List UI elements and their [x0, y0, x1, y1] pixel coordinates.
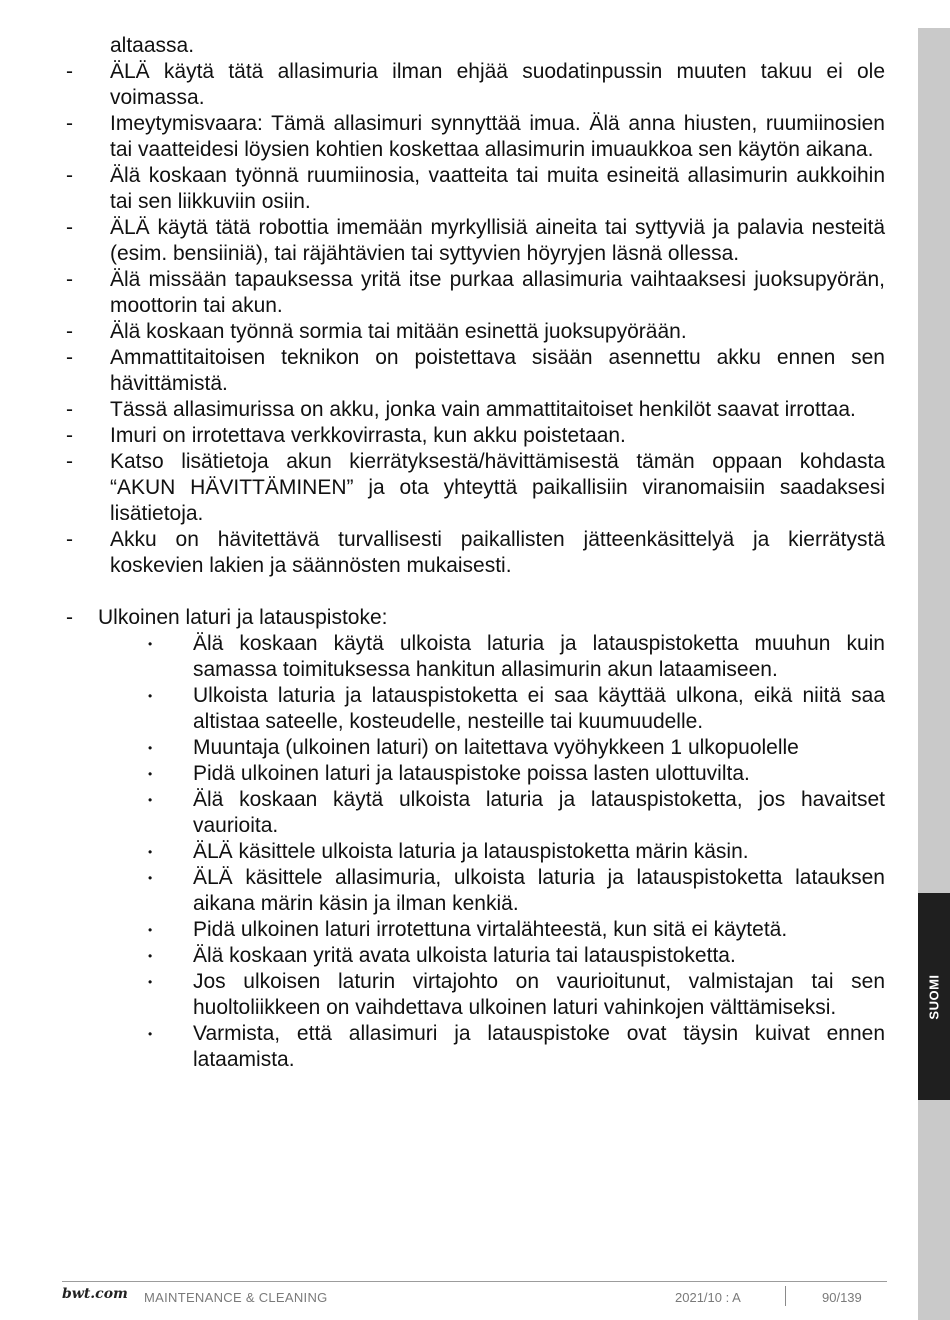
bullet-item: • ÄLÄ käsittele ulkoista laturia ja latauspistoketta märin käsin.	[142, 839, 885, 865]
bullet-icon: •	[148, 793, 153, 807]
bullet-item: • Pidä ulkoinen laturi ja latauspistoke poissa lasten ulottuvilta.	[142, 761, 885, 787]
safety-list	[60, 59, 885, 579]
page-content	[60, 33, 885, 1073]
bullet-icon: •	[148, 637, 153, 651]
side-strip	[918, 28, 950, 1320]
list-item: - ÄLÄ käytä tätä robottia imemään myrkyllisiä aineita tai syttyviä ja palavia nesteitä (esim. bensiiniä), tai räjähtävien tai syttyvien höyryjen läsnä ollessa.	[66, 216, 885, 265]
charger-section-heading: - Ulkoinen laturi ja latauspistoke:	[66, 606, 388, 629]
list-item: - Imuri on irrotettava verkkovirrasta, kun akku poistetaan.	[66, 424, 626, 447]
list-item: - ÄLÄ käytä tätä allasimuria ilman ehjää suodatinpussin muuten takuu ei ole voimassa.	[66, 60, 885, 109]
list-item: - Ammattitaitoisen teknikon on poistettava sisään asennettu akku ennen sen hävittämistä.	[66, 346, 885, 395]
footer-separator	[785, 1286, 786, 1306]
list-item: - Katso lisätietoja akun kierrätyksestä/hävittämisestä tämän oppaan kohdasta “AKUN HÄVITTÄMINEN” ja ota yhteyttä paikallisiin viranomaisiin saadaksesi lisätietoja.	[66, 450, 885, 525]
bullet-item: • ÄLÄ käsittele allasimuria, ulkoista laturia ja latauspistoketta latauksen aikana märin käsin ja ilman kenkiä.	[142, 865, 885, 917]
section-title: Ulkoinen laturi ja latauspistoke:	[98, 606, 388, 629]
footer-section-title: MAINTENANCE & CLEANING	[144, 1290, 328, 1305]
bullet-icon: •	[148, 949, 153, 963]
list-item: - Tässä allasimurissa on akku, jonka vain ammattitaitoiset henkilöt saavat irrottaa.	[66, 398, 856, 421]
bullet-item: • Jos ulkoisen laturin virtajohto on vaurioitunut, valmistajan tai sen huoltoliikkeen on vaihdettava ulkoinen laturi vahinkojen välttämiseksi.	[142, 969, 885, 1021]
intro-continuation: altaassa.	[110, 34, 195, 57]
bullet-icon: •	[148, 689, 153, 703]
list-item: - Imeytymisvaara: Tämä allasimuri synnyttää imua. Älä anna hiusten, ruumiinosien tai vaatteidesi löysien kohtien koskettaa allasimurin imuaukkoa sen käytön aikana.	[66, 112, 885, 161]
language-tab-label: SUOMI	[926, 973, 942, 1020]
brand-logo: bwt.com	[62, 1286, 128, 1302]
language-tab	[918, 893, 950, 1100]
page-footer	[62, 1286, 887, 1310]
bullet-icon: •	[148, 975, 153, 989]
list-item: - Älä missään tapauksessa yritä itse purkaa allasimuria vaihtaaksesi juoksupyörän, moottorin tai akun.	[66, 268, 885, 317]
bullet-icon: •	[148, 1027, 153, 1041]
bullet-item: • Ulkoista laturia ja latauspistoketta ei saa käyttää ulkona, eikä niitä saa altistaa sateelle, kosteudelle, nesteille tai kuumuudelle.	[142, 683, 885, 735]
charger-bullet-list	[142, 631, 885, 1073]
list-item: - Akku on hävitettävä turvallisesti paikallisten jätteenkäsittelyä ja kierrätystä koskevien lakien ja säännösten mukaisesti.	[66, 528, 885, 577]
bullet-icon: •	[148, 845, 153, 859]
bullet-item: • Pidä ulkoinen laturi irrotettuna virtalähteestä, kun sitä ei käytetä.	[142, 917, 885, 943]
bullet-icon: •	[148, 871, 153, 885]
bullet-icon: •	[148, 923, 153, 937]
bullet-item: • Muuntaja (ulkoinen laturi) on laitettava vyöhykkeen 1 ulkopuolelle	[142, 735, 885, 761]
bullet-item: • Älä koskaan käytä ulkoista laturia ja latauspistoketta, jos havaitset vaurioita.	[142, 787, 885, 839]
list-item: - Älä koskaan työnnä ruumiinosia, vaatteita tai muita esineitä allasimurin aukkoihin tai sen liikkuviin osiin.	[66, 164, 885, 213]
page-number: 90/139	[822, 1290, 862, 1305]
bullet-item: • Älä koskaan käytä ulkoista laturia ja latauspistoketta muuhun kuin samassa toimituksessa hankitun allasimurin akun lataamiseen.	[142, 631, 885, 683]
bullet-item: • Älä koskaan yritä avata ulkoista laturia tai latauspistoketta.	[142, 943, 885, 969]
footer-version: 2021/10 : A	[675, 1290, 741, 1305]
list-item: - Älä koskaan työnnä sormia tai mitään esinettä juoksupyörään.	[66, 320, 687, 343]
bullet-icon: •	[148, 767, 153, 781]
bullet-item: • Varmista, että allasimuri ja latauspistoke ovat täysin kuivat ennen lataamista.	[142, 1021, 885, 1073]
footer-divider-line	[62, 1281, 887, 1282]
bullet-icon: •	[148, 741, 153, 755]
